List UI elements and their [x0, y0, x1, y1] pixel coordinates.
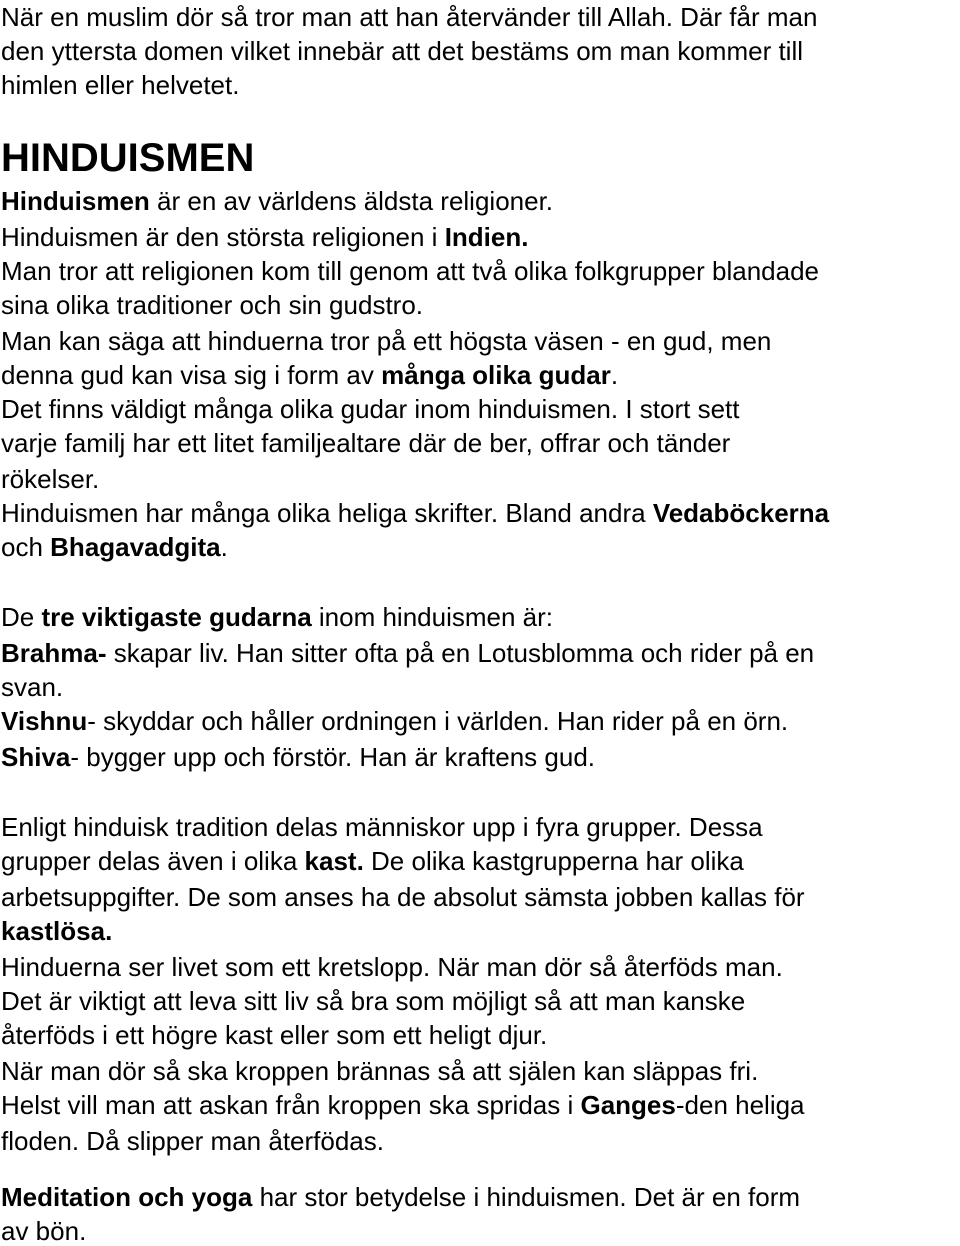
text-line: Hinduerna ser livet som ett kretslopp. När man dör så återföds man.	[1, 952, 783, 982]
text-line: kastlösa.	[1, 916, 113, 946]
text-line: Hinduismen är den största religionen i Indien.	[1, 222, 529, 252]
text-line: Det finns väldigt många olika gudar inom hinduismen. I stort sett	[1, 394, 740, 424]
section-heading: HINDUISMEN	[1, 136, 255, 180]
text-line: Shiva- bygger upp och förstör. Han är kraftens gud.	[1, 742, 595, 772]
text-line: den yttersta domen vilket innebär att det bestäms om man kommer till	[1, 36, 804, 66]
text-line: När en muslim dör så tror man att han återvänder till Allah. Där får man	[1, 2, 818, 32]
text-line: Vishnu- skyddar och håller ordningen i världen. Han rider på en örn.	[1, 706, 789, 736]
text-line: varje familj har ett litet familjealtare där de ber, offrar och tänder	[1, 428, 731, 458]
text-line: himlen eller helvetet.	[1, 70, 240, 100]
text-line: De tre viktigaste gudarna inom hinduismen är:	[1, 602, 554, 632]
text-line: och Bhagavadgita.	[1, 532, 228, 562]
text-line: Meditation och yoga har stor betydelse i hinduismen. Det är en form	[1, 1182, 801, 1212]
text-line: Brahma- skapar liv. Han sitter ofta på en Lotusblomma och rider på en	[1, 638, 815, 668]
text-line: rökelser.	[1, 464, 100, 494]
text-line: Man kan säga att hinduerna tror på ett högsta väsen - en gud, men	[1, 326, 772, 356]
text-line: Enligt hinduisk tradition delas människor upp i fyra grupper. Dessa	[1, 812, 763, 842]
text-line: av bön.	[1, 1216, 87, 1246]
text-line: floden. Då slipper man återfödas.	[1, 1126, 384, 1156]
text-line: Hinduismen har många olika heliga skrifter. Bland andra Vedaböckerna	[1, 498, 830, 528]
text-line: denna gud kan visa sig i form av många olika gudar.	[1, 360, 619, 390]
text-line: Det är viktigt att leva sitt liv så bra som möjligt så att man kanske	[1, 986, 746, 1016]
text-line: sina olika traditioner och sin gudstro.	[1, 290, 424, 320]
text-line: När man dör så ska kroppen brännas så att själen kan släppas fri.	[1, 1056, 759, 1086]
text-line: Helst vill man att askan från kroppen ska spridas i Ganges-den heliga	[1, 1090, 805, 1120]
text-line: grupper delas även i olika kast. De olika kastgrupperna har olika	[1, 846, 744, 876]
text-line: Man tror att religionen kom till genom att två olika folkgrupper blandade	[1, 256, 819, 286]
text-line: svan.	[1, 672, 64, 702]
text-line: Hinduismen är en av världens äldsta religioner.	[1, 186, 554, 216]
text-line: arbetsuppgifter. De som anses ha de absolut sämsta jobben kallas för	[1, 882, 805, 912]
text-line: återföds i ett högre kast eller som ett heligt djur.	[1, 1020, 548, 1050]
